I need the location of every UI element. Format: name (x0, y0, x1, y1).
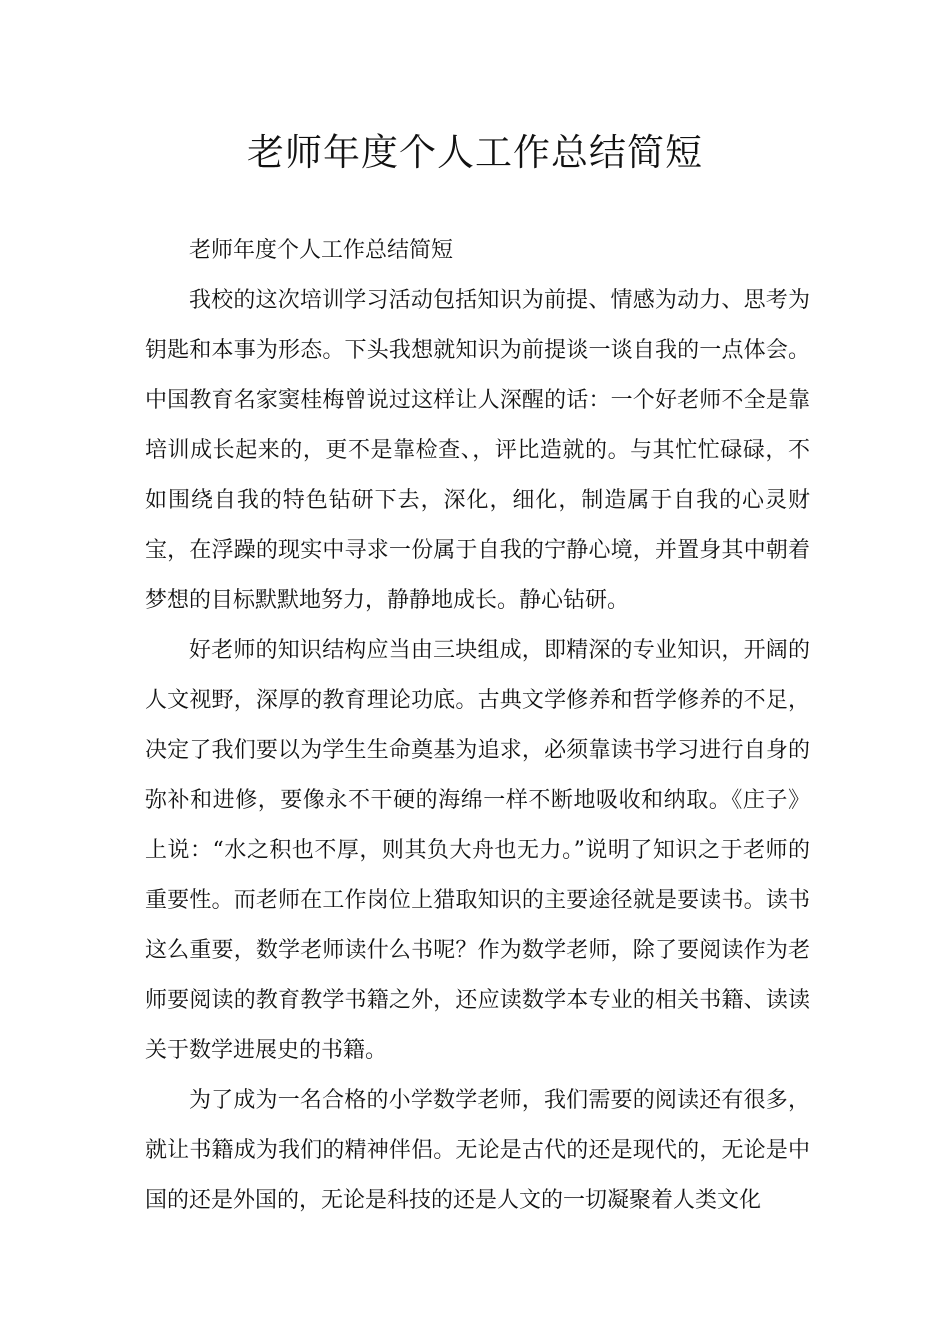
paragraph-subtitle: 老师年度个人工作总结简短 (189, 238, 454, 263)
paragraph: 好老师的知识结构应当由三块组成，即精深的专业知识，开阔的人文视野，深厚的教育理论功底。古典文学修养和哲学修养的不足，决定了我们要以为学生生命奠基为追求，必须靠读书学习进行自身的弥补和进修，要像永不干硬的海绵一样不断地吸收和纳取。《庄子》上说：“水之积也不厚，则其负大舟也无力。”说明了知识之于老师的重要性。而老师在工作岗位上猎取知识的主要途径就是要读书。读书这么重要，数学老师读什么书呢？作为数学老师，除了要阅读作为老师要阅读的教育教学书籍之外，还应读数学本专业的相关书籍、读读关于数学进展史的书籍。 (145, 638, 810, 1063)
document-title: 老师年度个人工作总结简短 (247, 131, 703, 174)
paragraph: 我校的这次培训学习活动包括知识为前提、情感为动力、思考为钥匙和本事为形态。下头我想就知识为前提谈一谈自我的一点体会。中国教育名家窦桂梅曾说过这样让人深醒的话：一个好老师不全是靠培训成长起来的，更不是靠检查、，评比造就的。与其忙忙碌碌，不如围绕自我的特色钻研下去，深化，细化，制造属于自我的心灵财宝，在浮躁的现实中寻求一份属于自我的宁静心境，并置身其中朝着梦想的目标默默地努力，静静地成长。静心钻研。 (145, 288, 810, 613)
document-body (145, 226, 810, 1226)
paragraph: 为了成为一名合格的小学数学老师，我们需要的阅读还有很多，就让书籍成为我们的精神伴侣。无论是古代的还是现代的，无论是中国的还是外国的，无论是科技的还是人文的一切凝聚着人类文化 (145, 1088, 810, 1213)
